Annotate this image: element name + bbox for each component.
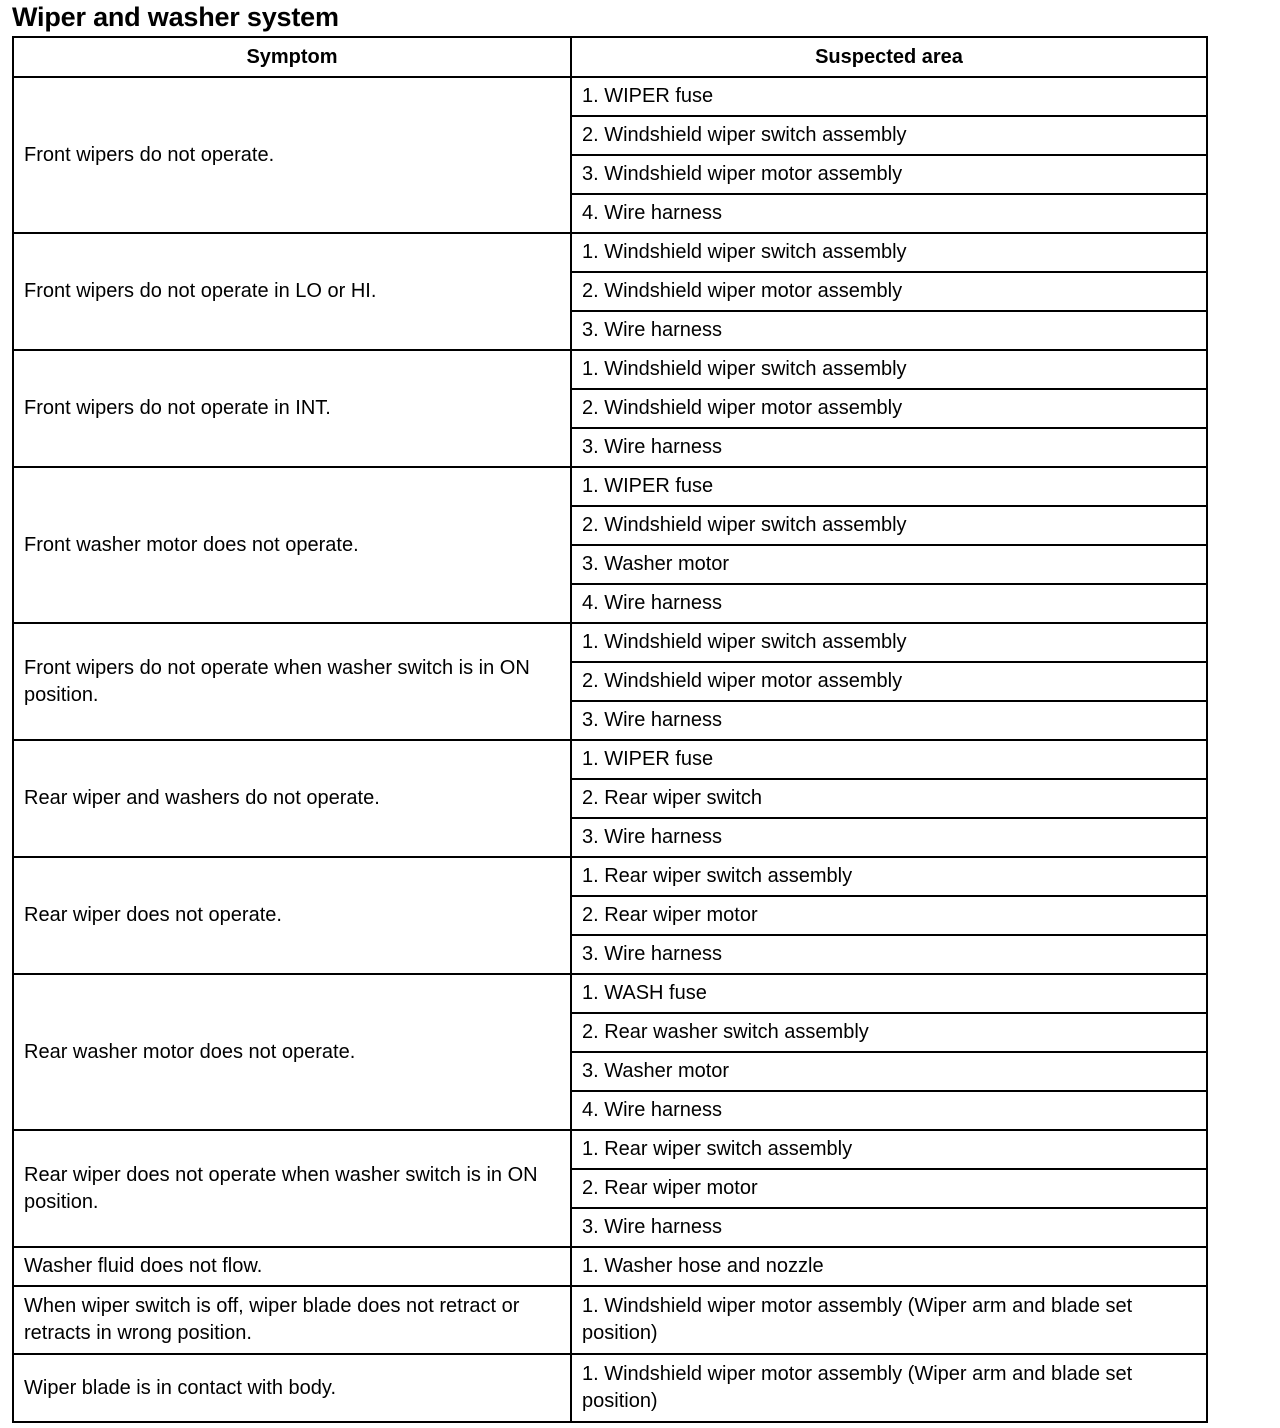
suspected-area-cell: 3. Wire harness <box>571 935 1207 974</box>
suspected-area-cell: 4. Wire harness <box>571 194 1207 233</box>
header-symptom: Symptom <box>13 37 571 77</box>
symptom-cell: Front wipers do not operate in LO or HI. <box>13 233 571 350</box>
suspected-area-cell: 2. Windshield wiper motor assembly <box>571 272 1207 311</box>
header-suspected-area: Suspected area <box>571 37 1207 77</box>
symptom-cell: Rear washer motor does not operate. <box>13 974 571 1130</box>
table-row <box>13 1130 1207 1169</box>
table-body <box>13 77 1207 1422</box>
table-row <box>13 974 1207 1013</box>
symptom-cell: Washer fluid does not flow. <box>13 1247 571 1286</box>
suspected-area-cell: 1. WIPER fuse <box>571 740 1207 779</box>
suspected-area-cell: 2. Windshield wiper switch assembly <box>571 116 1207 155</box>
suspected-area-cell: 2. Windshield wiper switch assembly <box>571 506 1207 545</box>
suspected-area-cell: 2. Rear wiper motor <box>571 1169 1207 1208</box>
symptom-cell: Wiper blade is in contact with body. <box>13 1354 571 1422</box>
symptom-cell: Front washer motor does not operate. <box>13 467 571 623</box>
suspected-area-cell: 2. Rear washer switch assembly <box>571 1013 1207 1052</box>
table-row <box>13 857 1207 896</box>
suspected-area-cell: 3. Wire harness <box>571 818 1207 857</box>
suspected-area-cell: 1. Windshield wiper switch assembly <box>571 233 1207 272</box>
symptom-cell: Front wipers do not operate when washer switch is in ON position. <box>13 623 571 740</box>
suspected-area-cell: 1. WIPER fuse <box>571 467 1207 506</box>
suspected-area-cell: 3. Wire harness <box>571 428 1207 467</box>
suspected-area-cell: 1. Windshield wiper motor assembly (Wiper arm and blade set position) <box>571 1354 1207 1422</box>
suspected-area-cell: 1. Windshield wiper motor assembly (Wiper arm and blade set position) <box>571 1286 1207 1354</box>
symptom-cell: Rear wiper and washers do not operate. <box>13 740 571 857</box>
suspected-area-cell: 2. Windshield wiper motor assembly <box>571 662 1207 701</box>
table-row <box>13 350 1207 389</box>
suspected-area-cell: 2. Windshield wiper motor assembly <box>571 389 1207 428</box>
table-row <box>13 77 1207 116</box>
table-header-row <box>13 37 1207 77</box>
table-row <box>13 1247 1207 1286</box>
table-row <box>13 1286 1207 1354</box>
table-row <box>13 233 1207 272</box>
page-title: Wiper and washer system <box>12 2 339 32</box>
symptom-cell: Rear wiper does not operate when washer switch is in ON position. <box>13 1130 571 1247</box>
suspected-area-cell: 3. Wire harness <box>571 1208 1207 1247</box>
suspected-area-cell: 3. Washer motor <box>571 545 1207 584</box>
suspected-area-cell: 2. Rear wiper switch <box>571 779 1207 818</box>
symptom-cell: Front wipers do not operate. <box>13 77 571 233</box>
suspected-area-cell: 1. Washer hose and nozzle <box>571 1247 1207 1286</box>
suspected-area-cell: 4. Wire harness <box>571 1091 1207 1130</box>
suspected-area-cell: 1. WASH fuse <box>571 974 1207 1013</box>
suspected-area-cell: 3. Washer motor <box>571 1052 1207 1091</box>
table-row <box>13 623 1207 662</box>
symptom-cell: Front wipers do not operate in INT. <box>13 350 571 467</box>
suspected-area-cell: 4. Wire harness <box>571 584 1207 623</box>
troubleshooting-table <box>12 36 1208 1423</box>
suspected-area-cell: 3. Windshield wiper motor assembly <box>571 155 1207 194</box>
suspected-area-cell: 1. Rear wiper switch assembly <box>571 857 1207 896</box>
suspected-area-cell: 1. Windshield wiper switch assembly <box>571 350 1207 389</box>
table-row <box>13 1354 1207 1422</box>
suspected-area-cell: 1. Windshield wiper switch assembly <box>571 623 1207 662</box>
table-row <box>13 740 1207 779</box>
suspected-area-cell: 3. Wire harness <box>571 311 1207 350</box>
table-row <box>13 467 1207 506</box>
suspected-area-cell: 2. Rear wiper motor <box>571 896 1207 935</box>
suspected-area-cell: 1. WIPER fuse <box>571 77 1207 116</box>
symptom-cell: Rear wiper does not operate. <box>13 857 571 974</box>
suspected-area-cell: 1. Rear wiper switch assembly <box>571 1130 1207 1169</box>
suspected-area-cell: 3. Wire harness <box>571 701 1207 740</box>
symptom-cell: When wiper switch is off, wiper blade does not retract or retracts in wrong position. <box>13 1286 571 1354</box>
